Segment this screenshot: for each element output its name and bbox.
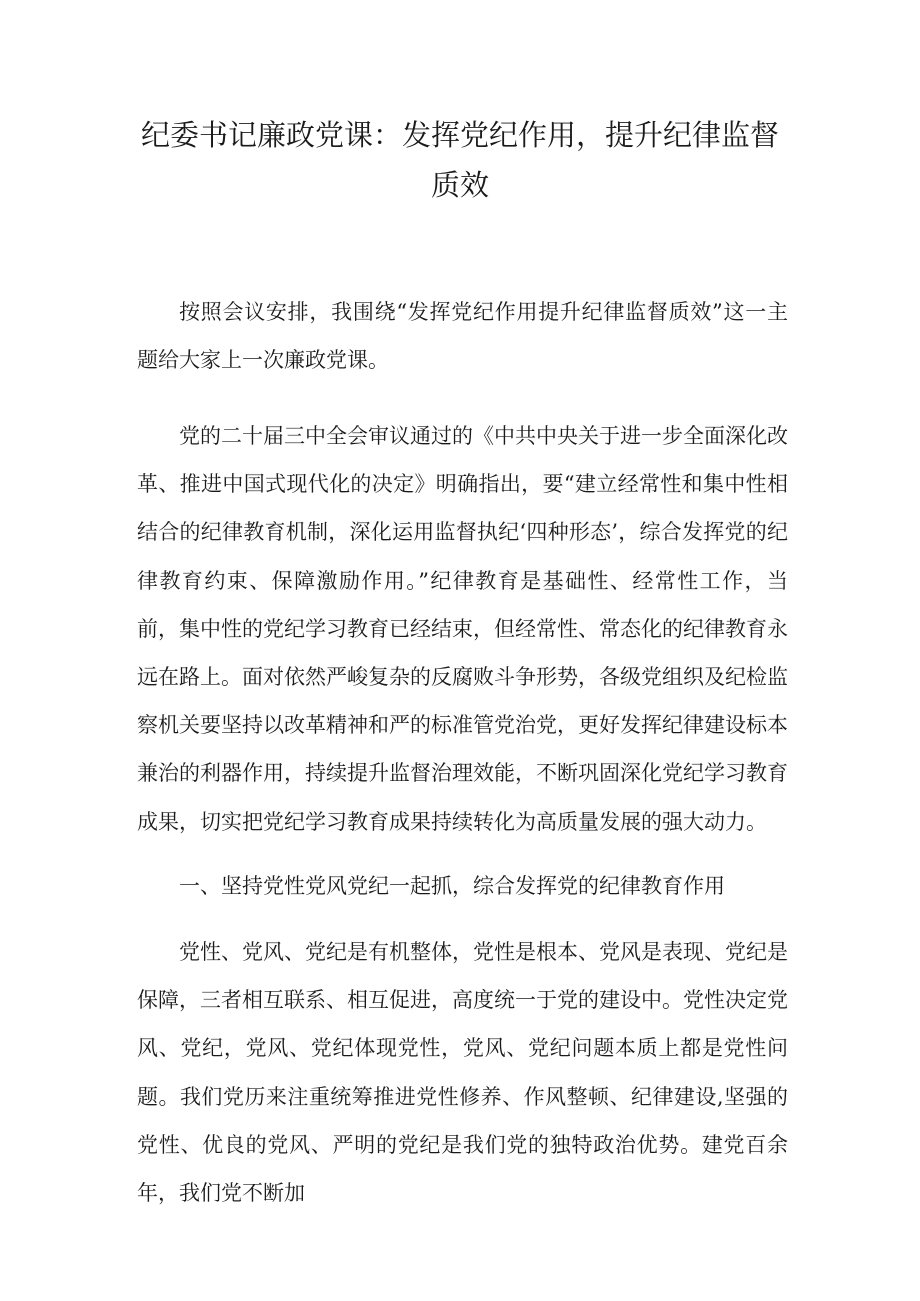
section-heading: 一、坚持党性党风党纪一起抓，综合发挥党的纪律教育作用 bbox=[179, 874, 725, 898]
document-title: 纪委书记廉政党课：发挥党纪作用，提升纪律监督质效 bbox=[140, 118, 779, 202]
paragraph-section-one: 党性、党风、党纪是有机整体，党性是根本、党风是表现、党纪是保障，三者相互联系、相互促进，高度统一于党的建设中。党性决定党风、党纪，党风、党纪体现党性，党风、党纪问题本质上都是党性问题。我们党历来注重统筹推进党性修养、作风整顿、纪律建设,坚强的党性、优良的党风、严明的党纪是我们党的独特政治优势。建党百余年，我们党不断加 bbox=[137, 940, 788, 1206]
paragraph-background: 党的二十届三中全会审议通过的《中共中央关于进一步全面深化改革、推进中国式现代化的决定》明确指出，要“建立经常性和集中性相结合的纪律教育机制，深化运用监督执纪‘四种形态’，综合发挥党的纪律教育约束、保障激励作用。”纪律教育是基础性、经常性工作，当前，集中性的党纪学习教育已经结束，但经常性、常态化的纪律教育永远在路上。面对依然严峻复杂的反腐败斗争形势，各级党组织及纪检监察机关要坚持以改革精神和严的标准管党治党，更好发挥纪律建设标本兼治的利器作用，持续提升监督治理效能，不断巩固深化党纪学习教育成果，切实把党纪学习教育成果持续转化为高质量发展的强大动力。 bbox=[137, 424, 788, 834]
paragraph-intro: 按照会议安排，我围绕“发挥党纪作用提升纪律监督质效”这一主题给大家上一次廉政党课。 bbox=[137, 300, 788, 373]
